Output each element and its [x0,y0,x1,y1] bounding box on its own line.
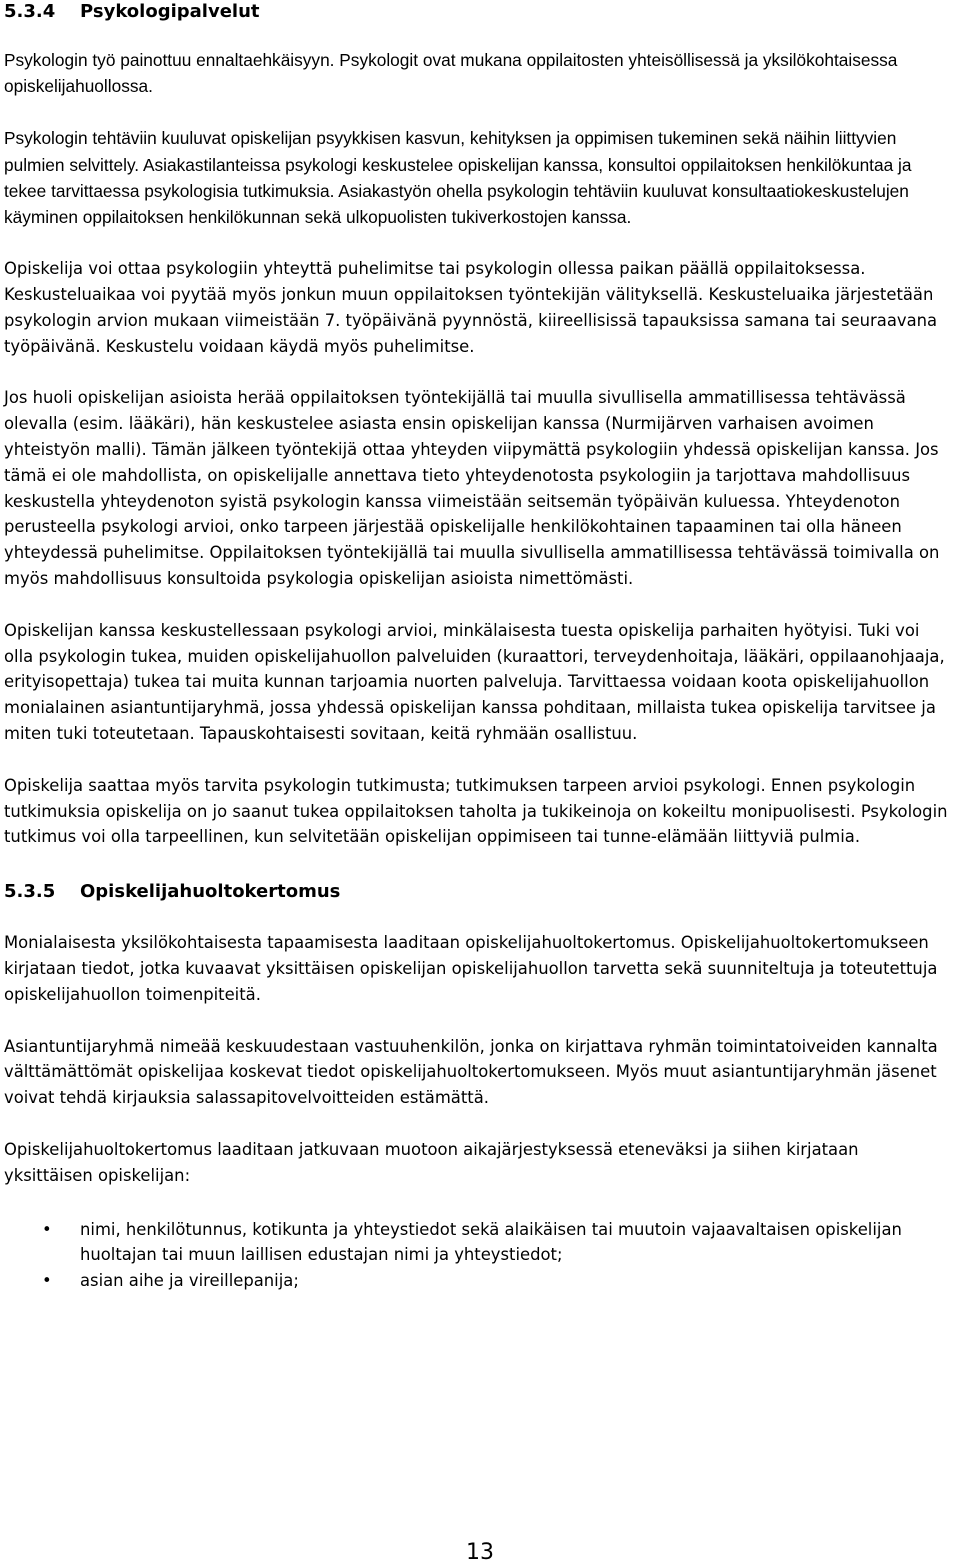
section-title: Psykologipalvelut [80,1,260,22]
section-number: 5.3.4 [4,1,56,22]
paragraph-vastuuhenkilo: Asiantuntijaryhmä nimeää keskuudestaan vastuuhenkilön, jonka on kirjattava ryhmän toimintatoiveiden kannalta välttämättömät opiskelijaa koskevat tiedot opiskelijahuoltokertomukseen. Myös muut asiantuntijaryhmän jäsenet voivat tehdä kirjauksia salassapitovelvoitteiden estämättä. [4,1036,938,1108]
document-page [4,0,952,1294]
paragraph-psykologin-tehtavat: Psykologin tehtäviin kuuluvat opiskelijan psyykkisen kasvun, kehityksen ja oppimisen tukeminen sekä näihin liittyvien pulmien selvittely. Asiakastilanteissa psykologi keskustelee opiskelijan kanssa, konsultoi oppilaitoksen henkilökuntaa ja tekee tarvittaessa psykologisia tutkimuksia. Asiakastyön ohella psykologin tehtäviin kuuluvat konsultaatiokeskustelujen käyminen oppilaitoksen henkilökunnan sekä ulkopuolisten tukiverkostojen kanssa. [4,128,912,228]
paragraph-huoli-opiskelijasta: Jos huoli opiskelijan asioista herää oppilaitoksen työntekijällä tai muulla sivullisella ammatillisessa tehtävässä olevalla (esim. lääkäri), hän keskustelee asiasta ensin opiskelijan kanssa (Nurmijärven varhaisen avoimen yhteistyön malli). Tämän jälkeen työntekijä ottaa yhteyden viipymättä psykologiin yhdessä opiskelijan kanssa. Jos tämä ei ole mahdollista, on opiskelijalle annettava tieto yhteydenotosta psykologiin ja tarjottava mahdollisuus keskustella yhteydenoton syistä psykologin kanssa viimeistään seitsemän työpäivän kuluessa. Yhteydenoton perusteella psykologi arvioi, onko tarpeen järjestää opiskelijalle henkilökohtainen tapaaminen tai olla häneen yhteydessä puhelimitse. Oppilaitoksen työntekijällä tai muulla sivullisella ammatillisessa tehtävässä toimivalla on myös mahdollisuus konsultoida psykologia opiskelijan asioista nimettömästi. [4,388,940,588]
paragraph-yhteydenotto: Opiskelija voi ottaa psykologiin yhteyttä puhelimitse tai psykologin ollessa paikan päällä oppilaitoksessa. Keskusteluaikaa voi pyytää myös jonkun muun oppilaitoksen työntekijän välityksellä. Keskusteluaika järjestetään psykologin arvion mukaan viimeistään 7. työpäivänä pyynnöstä, kiireellisissä tapauksissa samana tai seuraavana työpäivänä. Keskustelu voidaan käydä myös puhelimitse. [4,259,938,356]
section-heading-psykologipalvelut [4,0,952,24]
paragraph-kirjataan: Opiskelijahuoltokertomus laaditaan jatkuvaan muotoon aikajärjestyksessä eteneväksi ja siihen kirjataan yksittäisen opiskelijan: [4,1139,859,1185]
section-heading-opiskelijahuoltokertomus [4,880,952,904]
list-item [4,1217,952,1269]
bullet-list [4,1217,952,1294]
paragraph-psykologin-tutkimus: Opiskelija saattaa myös tarvita psykologin tutkimusta; tutkimuksen tarpeen arvioi psykologi. Ennen psykologin tutkimuksia opiskelija on jo saanut tukea oppilaitoksen taholta ja tukikeinoja on kokeiltu monipuolisesti. Psykologin tutkimus voi olla tarpeellinen, kun selvitetään opiskelijan oppimiseen tai tunne-elämään liittyviä pulmia. [4,775,948,847]
bullet-icon: • [42,1271,52,1291]
page-number: 13 [466,1540,494,1565]
list-item [4,1268,952,1294]
paragraph-tuen-arviointi: Opiskelijan kanssa keskustellessaan psykologi arvioi, minkälaisesta tuesta opiskelija parhaiten hyötyisi. Tuki voi olla psykologin tukea, muiden opiskelijahuollon palveluiden (kuraattori, terveydenhoitaja, lääkäri, oppilaanohjaaja, erityisopettaja) tukea tai muita kunnan tarjoamia nuorten palveluja. Tarvittaessa voidaan koota opiskelijahuollon monialainen asiantuntijaryhmä, jossa yhdessä opiskelijan kanssa pohditaan, millaista tukea opiskelija tarvitsee ja miten tuki toteutetaan. Tapauskohtaisesti sovitaan, keitä ryhmään osallistuu. [4,620,945,743]
bullet-icon: • [42,1219,52,1239]
section-number: 5.3.5 [4,881,56,903]
paragraph-kertomus-laaditaan: Monialaisesta yksilökohtaisesta tapaamisesta laaditaan opiskelijahuoltokertomus. Opiskelijahuoltokertomukseen kirjataan tiedot, jotka kuvaavat yksittäisen opiskelijan opiskelijahuollon tarvetta sekä suunniteltuja ja toteutettuja opiskelijahuollon toimenpiteitä. [4,933,938,1004]
list-item-text: nimi, henkilötunnus, kotikunta ja yhteystiedot sekä alaikäisen tai muutoin vajaavaltaisen opiskelijan huoltajan tai muun laillisen edustajan nimi ja yhteystiedot; [80,1219,902,1265]
section-title: Opiskelijahuoltokertomus [80,881,341,903]
paragraph-psykologin-tyo: Psykologin työ painottuu ennaltaehkäisyyn. Psykologit ovat mukana oppilaitosten yhteisöllisessä ja yksilökohtaisessa opiskelijahuollossa. [4,50,898,96]
list-item-text: asian aihe ja vireillepanija; [80,1271,299,1291]
